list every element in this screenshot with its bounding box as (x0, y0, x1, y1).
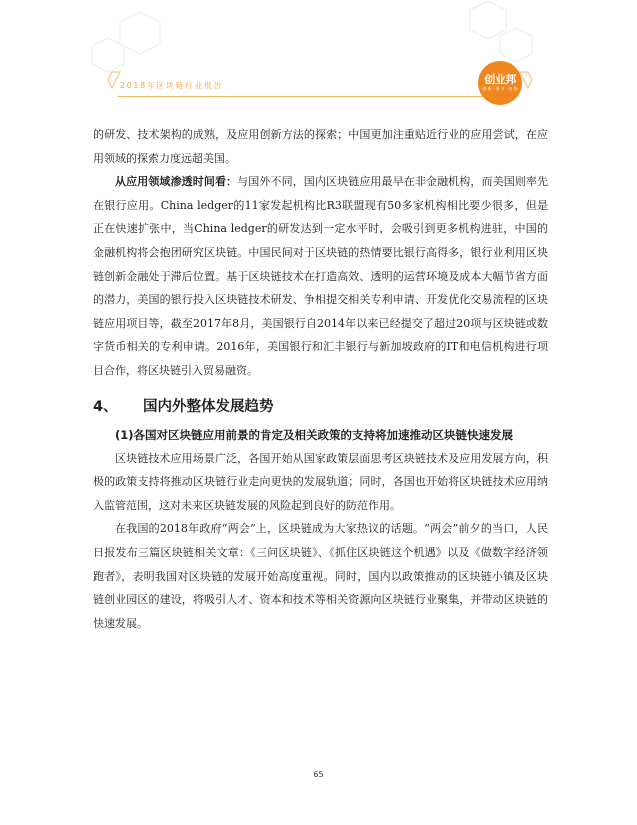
document-body (93, 123, 548, 635)
paragraph-text: 与国外不同，国内区块链应用最早在非金融机构，而美国则率先在银行应用。China ledger的11家发起机构比R3联盟现有50多家机构相比要少很多，但是正在快速扩张中，当China ledger的研发达到一定水平时，会吸引到更多机构进驻，中国的金融机构将会抱团研究区块链。中国民间对于区块链的热情要比银行高得多，银行业利用区块链创新金融处于滞后位置。基于区块链技术在打造高效、透明的运营环境及成本大幅节省方面的潜力，美国的银行投入区块链技术研发、争相提交相关专利申请、开发优化交易流程的区块链应用项目等，截至2017年8月，美国银行自2014年以来已经提交了超过20项与区块链或数字货币相关的专利申请。2016年，美国银行和汇丰银行与新加坡政府的IT和电信机构进行项目合作，将区块链引入贸易融资。 (93, 175, 549, 377)
paragraph: 的研发、技术架构的成熟，及应用创新方法的探索；中国更加注重贴近行业的应用尝试，在应用领域的探索力度远超美国。 (93, 128, 548, 165)
paragraph: 在我国的2018年政府“两会”上，区块链成为大家热议的话题。“两会”前夕的当口，人民日报发布三篇区块链相关文章：《三问区块链》、《抓住区块链这个机遇》以及《做数字经济领跑者》，表明我国对区块链的发展开始高度重视。同时，国内以政策推动的区块链小镇及区块链创业园区的建设，将吸引人才、资本和技术等相关资源向区块链行业聚集，并带动区块链的快速发展。 (93, 522, 548, 630)
subsection-heading: (1)各国对区块链应用前景的肯定及相关政策的支持将加速推动区块链快速发展 (115, 427, 514, 442)
header-divider (118, 96, 518, 97)
paragraph: 区块链技术应用场景广泛，各国开始从国家政策层面思考区块链技术及应用发展方向，积极的政策支持将推动区块链行业走向更快的发展轨道；同时，各国也开始将区块链技术应用纳入监管范围，这对未来区块链发展的风险起到良好的防范作用。 (93, 451, 548, 512)
paragraph-lead: 从应用领域渗透时间看： (115, 175, 238, 189)
report-title: 2018年区块链行业报告 (120, 81, 224, 90)
section-number: 4、 (93, 398, 118, 415)
section-heading (93, 395, 548, 419)
page-number: 65 (313, 770, 324, 779)
section-title: 国内外整体发展趋势 (143, 398, 274, 415)
hexagon-decoration (0, 0, 637, 110)
paragraph (93, 170, 548, 382)
logo-text: 创业邦 (484, 73, 516, 86)
brand-logo (478, 61, 522, 105)
logo-slogan: 创 新 · 创 业 · 创 投 (482, 86, 518, 91)
